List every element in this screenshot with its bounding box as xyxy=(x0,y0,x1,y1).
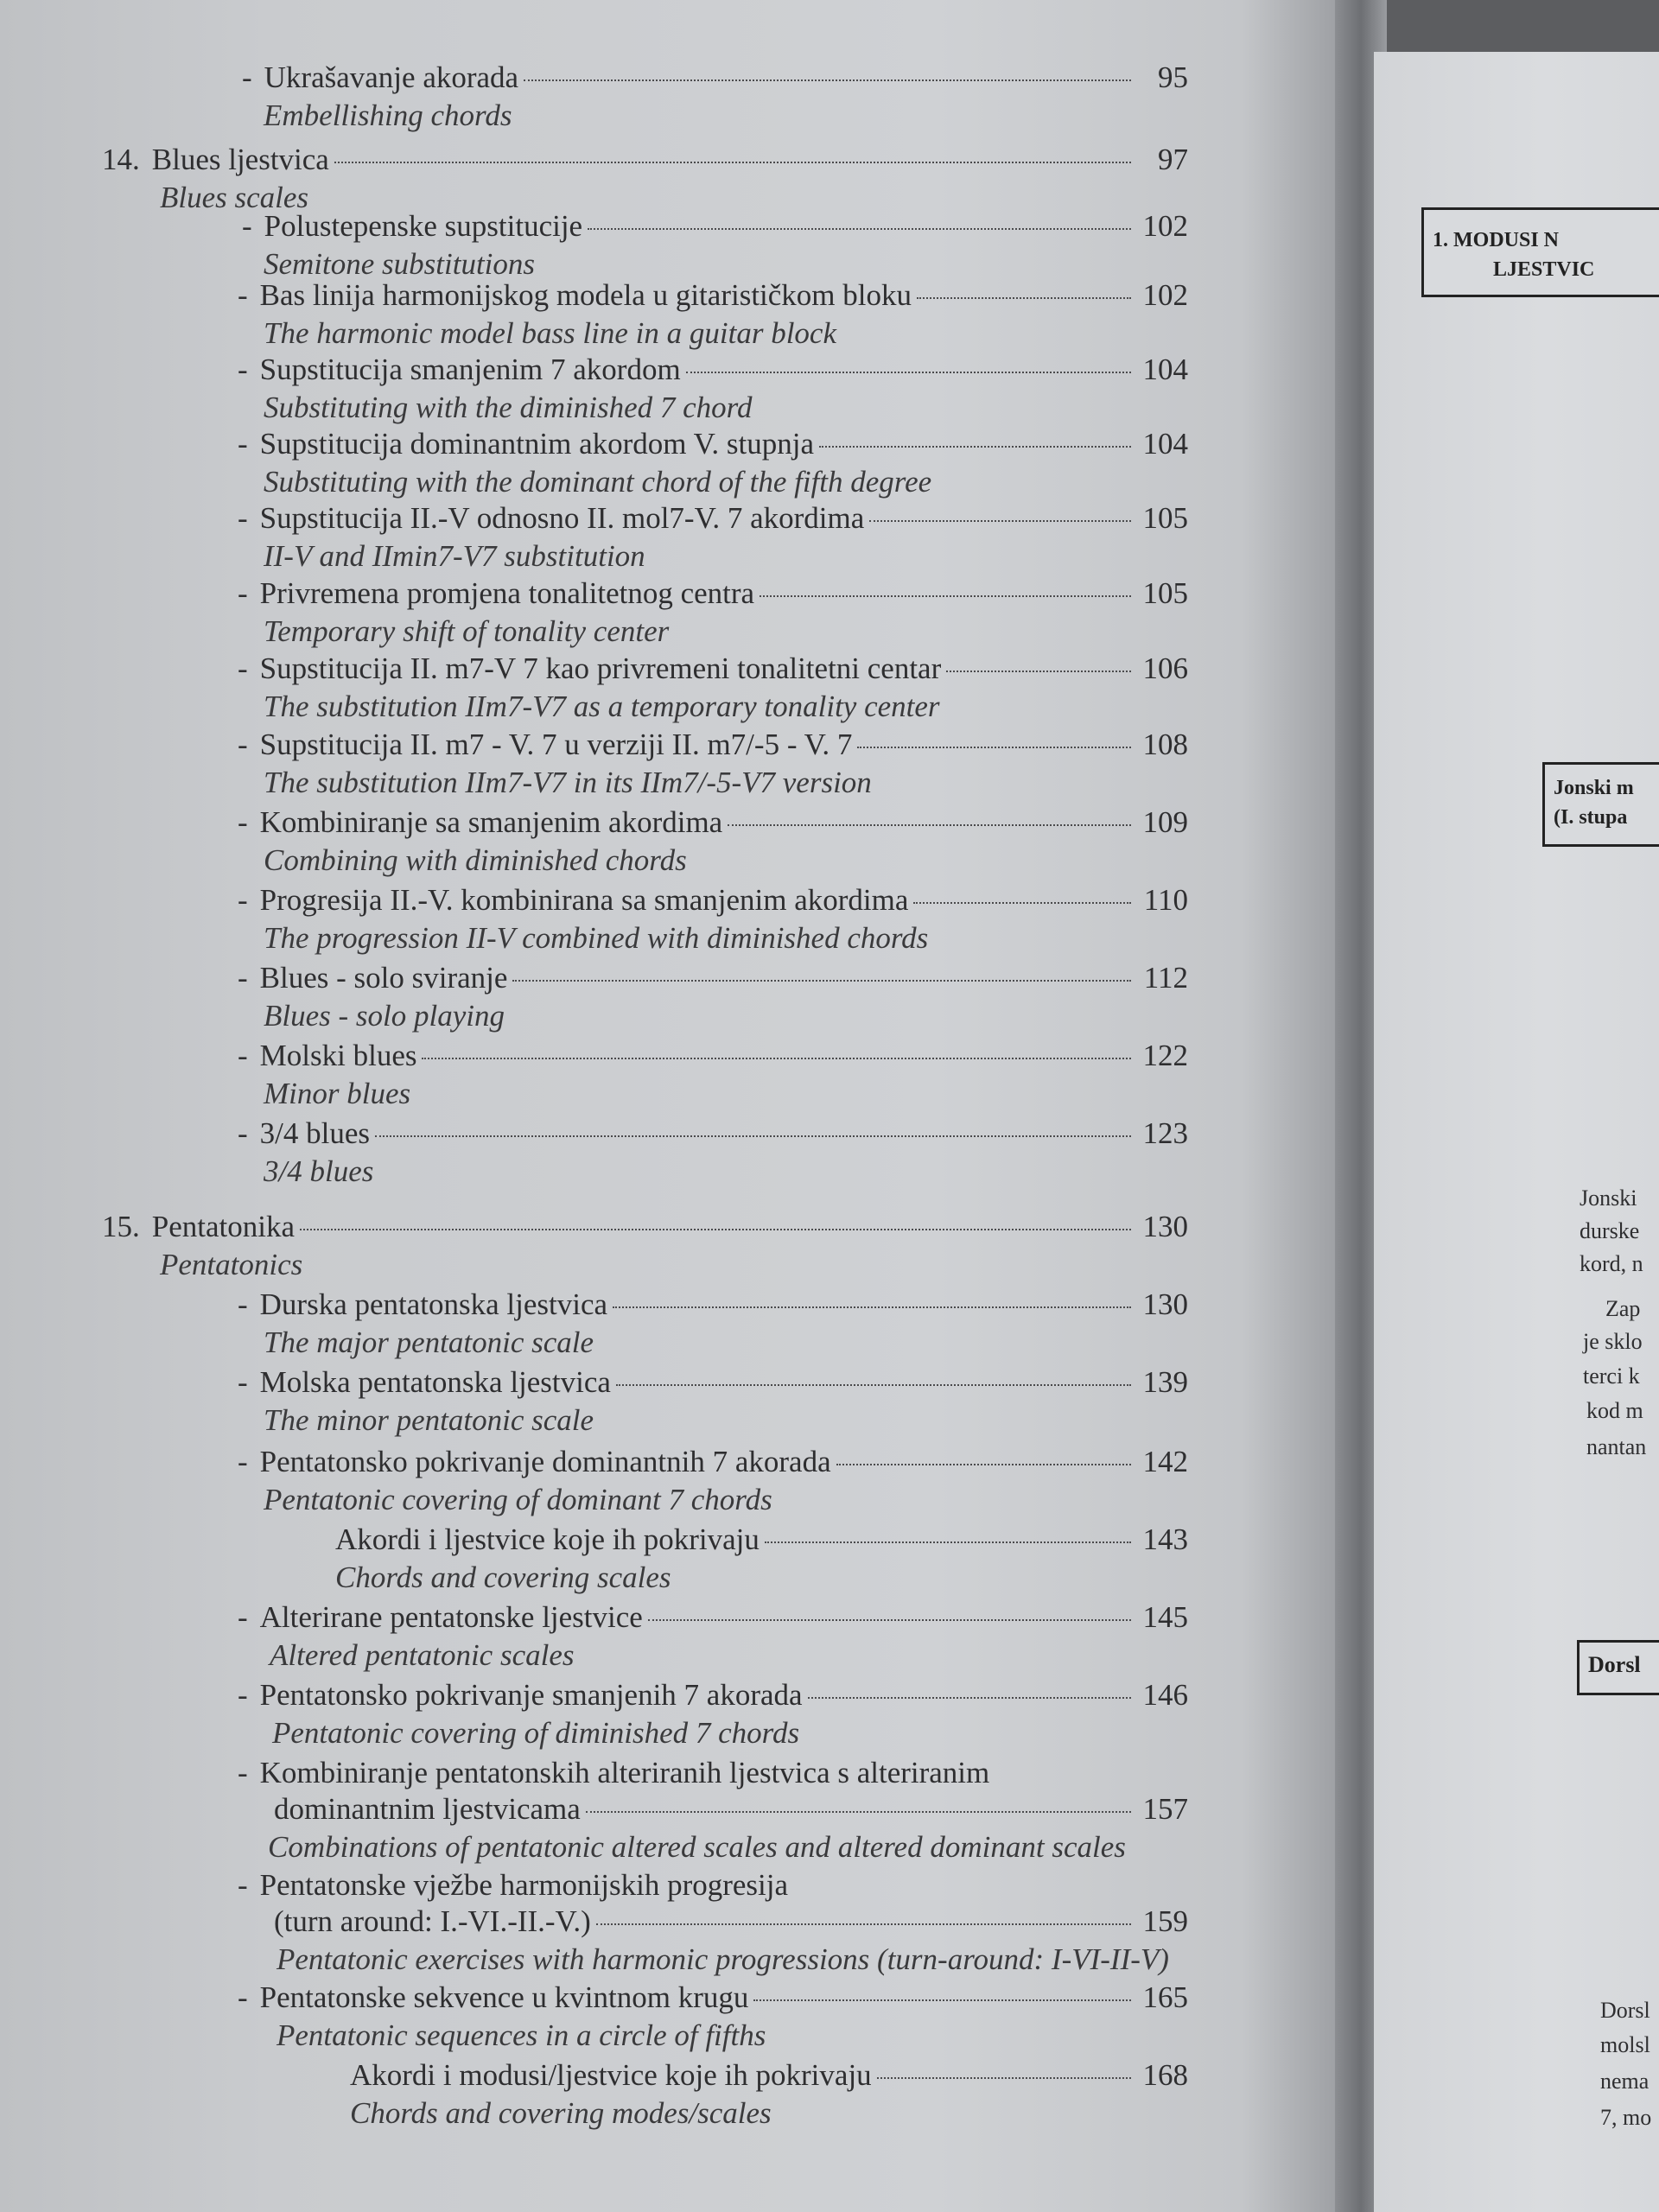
toc-entry xyxy=(335,1522,1188,1557)
entry-dash: - xyxy=(238,1600,248,1634)
page-number: 105 xyxy=(1142,576,1188,610)
dot-leader xyxy=(524,79,1131,81)
page-number: 104 xyxy=(1142,353,1188,386)
page-number: 139 xyxy=(1142,1365,1188,1399)
right-para-1-line-3: kord, n xyxy=(1580,1251,1643,1276)
page-number: 105 xyxy=(1142,501,1188,535)
page-number: 130 xyxy=(1142,1210,1188,1243)
chapter-number: 15. xyxy=(102,1210,140,1243)
entry-english-title: II-V and IImin7-V7 substitution xyxy=(264,539,645,573)
entry-english-title: Semitone substitutions xyxy=(264,247,536,281)
entry-title: Blues ljestvica xyxy=(151,143,329,176)
page-number: 102 xyxy=(1142,278,1188,312)
dot-leader xyxy=(808,1697,1131,1699)
page-number: 130 xyxy=(1142,1287,1188,1321)
entry-english-title: Pentatonic sequences in a circle of fifths xyxy=(276,2018,766,2052)
toc-entry xyxy=(238,576,1188,611)
right-heading-line-2: LJESTVIC xyxy=(1493,258,1595,281)
entry-english-title: Pentatonics xyxy=(160,1248,303,1281)
dot-leader xyxy=(869,520,1131,522)
entry-english-title: Minor blues xyxy=(264,1077,411,1110)
dot-leader xyxy=(422,1058,1131,1059)
page-number: 112 xyxy=(1143,961,1188,995)
entry-english-title: Chords and covering scales xyxy=(335,1560,671,1594)
dot-leader xyxy=(586,1811,1131,1813)
entry-title: Molski blues xyxy=(259,1039,417,1072)
entry-title: Supstitucija II. m7-V 7 kao privremeni tonalitetni centar xyxy=(259,652,942,685)
entry-english-title: Combining with diminished chords xyxy=(264,843,687,877)
right-subheading-line-2: (I. stupa xyxy=(1554,806,1628,829)
entry-title: 3/4 blues xyxy=(259,1116,371,1150)
toc-entry xyxy=(238,278,1188,313)
right-section-box xyxy=(1577,1640,1659,1695)
page-number: 142 xyxy=(1142,1445,1188,1478)
entry-dash: - xyxy=(238,728,248,761)
right-para-1-line-1: Jonski xyxy=(1580,1185,1637,1211)
toc-entry xyxy=(238,652,1188,686)
entry-title: Privremena promjena tonalitetnog centra xyxy=(259,576,755,610)
right-para-2-line-4: kod m xyxy=(1586,1398,1643,1423)
toc-entry xyxy=(238,961,1188,995)
entry-english-title: Chords and covering modes/scales xyxy=(350,2096,772,2130)
entry-dash: - xyxy=(238,1868,248,1902)
dot-leader xyxy=(819,446,1131,448)
dot-leader xyxy=(877,2077,1131,2079)
toc-entry xyxy=(238,1678,1188,1713)
right-para-1-line-2: durske xyxy=(1580,1218,1640,1243)
page-number: 146 xyxy=(1142,1678,1188,1712)
entry-dash: - xyxy=(242,60,252,94)
entry-title: Ukrašavanje akorada xyxy=(264,60,519,94)
toc-entry xyxy=(242,209,1188,244)
toc-entry xyxy=(238,1868,1188,1903)
toc-entry xyxy=(238,883,1188,918)
right-para-2-line-5: nantan xyxy=(1586,1434,1647,1459)
toc-entry xyxy=(238,1756,1188,1790)
right-para-2-line-1: Zap xyxy=(1605,1296,1641,1321)
entry-dash: - xyxy=(238,805,248,839)
entry-english-title: The substitution IIm7-V7 in its IIm7/-5-V7 version xyxy=(264,766,872,799)
entry-dash: - xyxy=(238,1039,248,1072)
right-subheading-line-1: Jonski m xyxy=(1554,777,1634,799)
dot-leader xyxy=(512,980,1131,982)
page-number: 165 xyxy=(1142,1980,1188,2014)
entry-english-title: Substituting with the dominant chord of the fifth degree xyxy=(264,465,932,499)
right-para-3-line-2: molsl xyxy=(1600,2032,1650,2057)
toc-entry xyxy=(238,1116,1188,1151)
entry-english-title: The harmonic model bass line in a guitar block xyxy=(264,316,837,350)
dot-leader xyxy=(760,595,1131,597)
entry-dash: - xyxy=(242,209,252,243)
entry-title: Pentatonske vježbe harmonijskih progresija xyxy=(259,1868,789,1902)
page-number: 108 xyxy=(1142,728,1188,761)
page-number: 102 xyxy=(1142,209,1188,243)
right-para-3-line-1: Dorsl xyxy=(1600,1998,1650,2023)
entry-english-title: Pentatonic covering of dominant 7 chords xyxy=(264,1483,772,1516)
entry-dash: - xyxy=(238,278,248,312)
entry-title: Kombiniranje sa smanjenim akordima xyxy=(259,805,723,839)
toc-entry xyxy=(238,353,1188,387)
toc-entry-continuation xyxy=(274,1904,1188,1939)
page-number: 97 xyxy=(1158,143,1188,176)
page-number: 122 xyxy=(1142,1039,1188,1072)
toc-entry xyxy=(238,728,1188,762)
entry-title: Blues - solo sviranje xyxy=(259,961,508,995)
chapter-number: 14. xyxy=(102,143,140,176)
entry-english-title: Blues scales xyxy=(160,181,309,214)
entry-title: Alterirane pentatonske ljestvice xyxy=(259,1600,643,1634)
right-para-3-line-3: nema xyxy=(1600,2069,1649,2094)
dot-leader xyxy=(753,1999,1131,2001)
entry-english-title: Blues - solo playing xyxy=(264,999,505,1033)
toc-entry-continuation xyxy=(274,1792,1188,1827)
entry-dash: - xyxy=(238,576,248,610)
entry-title: Pentatonske sekvence u kvintnom krugu xyxy=(259,1980,749,2014)
dot-leader xyxy=(334,162,1131,163)
entry-title: Pentatonsko pokrivanje smanjenih 7 akorada xyxy=(259,1678,803,1712)
entry-dash: - xyxy=(238,1678,248,1712)
entry-title-continued: dominantnim ljestvicama xyxy=(274,1792,581,1826)
dot-leader xyxy=(375,1135,1131,1137)
entry-title: Bas linija harmonijskog modela u gitarističkom bloku xyxy=(259,278,912,312)
entry-english-title: Substituting with the diminished 7 chord xyxy=(264,391,753,424)
entry-dash: - xyxy=(238,353,248,386)
right-heading-line-1: 1. MODUSI N xyxy=(1433,229,1560,251)
entry-dash: - xyxy=(238,1980,248,2014)
entry-dash: - xyxy=(238,427,248,461)
entry-title: Supstitucija II. m7 - V. 7 u verziji II. m7/-5 - V. 7 xyxy=(259,728,853,761)
entry-english-title: 3/4 blues xyxy=(264,1154,374,1188)
entry-english-title: The minor pentatonic scale xyxy=(264,1403,594,1437)
page-number: 159 xyxy=(1142,1904,1188,1938)
toc-entry xyxy=(238,1600,1188,1635)
page-number: 143 xyxy=(1142,1522,1188,1556)
entry-english-title: Embellishing chords xyxy=(264,99,512,132)
dot-leader xyxy=(686,372,1131,373)
entry-english-title: Pentatonic exercises with harmonic progressions (turn-around: I-VI-II-V) xyxy=(276,1942,1169,1976)
entry-dash: - xyxy=(238,961,248,995)
right-section-label: Dorsl xyxy=(1588,1652,1641,1677)
entry-title: Supstitucija II.-V odnosno II. mol7-V. 7 akordima xyxy=(259,501,865,535)
dot-leader xyxy=(913,902,1131,904)
page-number: 157 xyxy=(1142,1792,1188,1826)
page-number: 95 xyxy=(1158,60,1188,94)
toc-entry xyxy=(238,1287,1188,1322)
entry-title: Supstitucija dominantnim akordom V. stupnja xyxy=(259,427,814,461)
right-heading-box xyxy=(1421,207,1659,297)
entry-title: Pentatonika xyxy=(151,1210,295,1243)
page-number: 106 xyxy=(1142,652,1188,685)
entry-title: Akordi i ljestvice koje ih pokrivaju xyxy=(335,1522,760,1556)
toc-entry xyxy=(238,1445,1188,1479)
right-subheading-box xyxy=(1542,762,1659,847)
dot-leader xyxy=(596,1923,1131,1925)
entry-dash: - xyxy=(238,1445,248,1478)
toc-entry xyxy=(102,143,1188,177)
entry-title: Molska pentatonska ljestvica xyxy=(259,1365,611,1399)
dot-leader xyxy=(946,671,1131,672)
toc-entry xyxy=(238,1039,1188,1073)
dot-leader xyxy=(588,228,1131,230)
toc-entry xyxy=(238,1980,1188,2015)
entry-dash: - xyxy=(238,501,248,535)
toc-entry xyxy=(238,805,1188,840)
dot-leader xyxy=(728,824,1131,826)
dot-leader xyxy=(648,1619,1131,1621)
entry-title: Supstitucija smanjenim 7 akordom xyxy=(259,353,681,386)
entry-title-continued: (turn around: I.-VI.-II.-V.) xyxy=(274,1904,591,1938)
dot-leader xyxy=(300,1229,1131,1230)
toc-entry xyxy=(238,501,1188,536)
toc-entry xyxy=(238,1365,1188,1400)
toc-entry xyxy=(350,2058,1188,2093)
page-number: 104 xyxy=(1142,427,1188,461)
right-page xyxy=(1374,52,1659,2212)
dot-leader xyxy=(616,1384,1131,1386)
right-para-2-line-2: je sklo xyxy=(1583,1329,1643,1354)
entry-english-title: The progression II-V combined with diminished chords xyxy=(264,921,929,955)
entry-dash: - xyxy=(238,1365,248,1399)
right-para-2-line-3: terci k xyxy=(1583,1363,1640,1389)
entry-title: Pentatonsko pokrivanje dominantnih 7 akorada xyxy=(259,1445,831,1478)
dot-leader xyxy=(613,1306,1131,1308)
toc-entry xyxy=(238,427,1188,461)
toc-entry xyxy=(102,1210,1188,1244)
entry-title: Progresija II.-V. kombinirana sa smanjenim akordima xyxy=(259,883,909,917)
page-number: 109 xyxy=(1142,805,1188,839)
entry-dash: - xyxy=(238,652,248,685)
entry-dash: - xyxy=(238,1756,248,1789)
entry-title: Kombiniranje pentatonskih alteriranih ljestvica s alteriranim xyxy=(259,1756,990,1789)
page-number: 145 xyxy=(1142,1600,1188,1634)
page-number: 123 xyxy=(1142,1116,1188,1150)
entry-dash: - xyxy=(238,1116,248,1150)
entry-english-title: Altered pentatonic scales xyxy=(270,1638,575,1672)
entry-english-title: The major pentatonic scale xyxy=(264,1325,594,1359)
right-para-3-line-4: 7, mo xyxy=(1600,2105,1652,2130)
entry-title: Polustepenske supstitucije xyxy=(264,209,583,243)
dot-leader xyxy=(836,1464,1131,1465)
dot-leader xyxy=(765,1541,1131,1543)
entry-dash: - xyxy=(238,883,248,917)
dot-leader xyxy=(857,747,1131,748)
entry-title: Akordi i modusi/ljestvice koje ih pokrivaju xyxy=(350,2058,872,2092)
entry-english-title: The substitution IIm7-V7 as a temporary tonality center xyxy=(264,690,940,723)
entry-english-title: Temporary shift of tonality center xyxy=(264,614,670,648)
entry-dash: - xyxy=(238,1287,248,1321)
entry-title: Durska pentatonska ljestvica xyxy=(259,1287,608,1321)
entry-english-title: Pentatonic covering of diminished 7 chords xyxy=(272,1716,800,1750)
toc-entry xyxy=(242,60,1188,95)
page-number: 110 xyxy=(1143,883,1188,917)
entry-english-title: Combinations of pentatonic altered scales and altered dominant scales xyxy=(268,1830,1126,1864)
page-number: 168 xyxy=(1142,2058,1188,2092)
dot-leader xyxy=(917,297,1131,299)
